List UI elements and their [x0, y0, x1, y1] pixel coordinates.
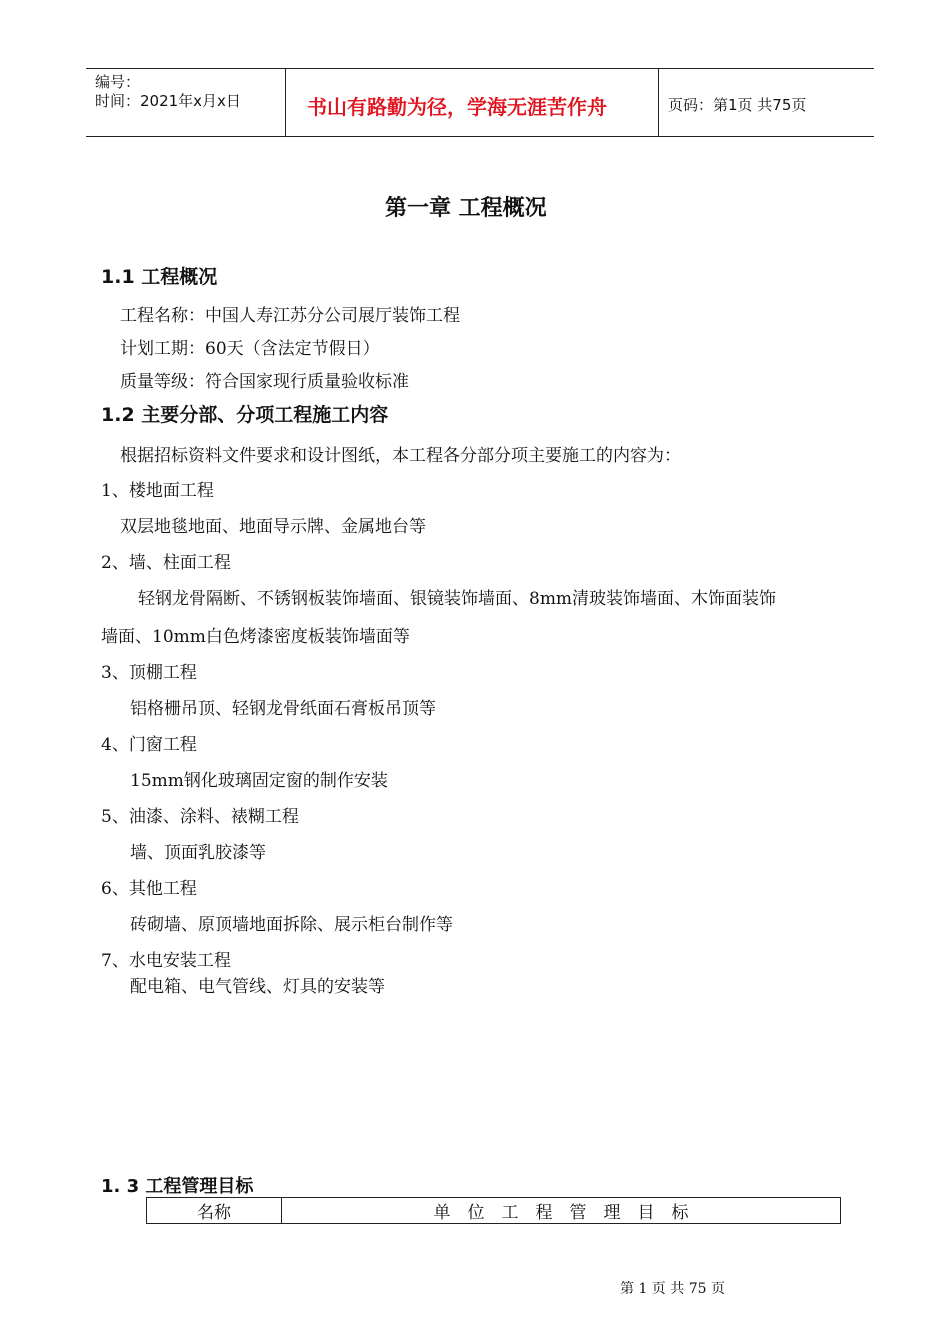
document-number: 编号：	[95, 73, 141, 91]
project-duration: 计划工期：60天（含法定节假日）	[120, 339, 380, 359]
item-heading: 2、墙、柱面工程	[101, 553, 231, 573]
management-goal-table	[146, 1197, 841, 1224]
project-quality: 质量等级：符合国家现行质量验收标准	[120, 372, 409, 392]
header-divider	[658, 69, 659, 136]
item-heading: 3、顶棚工程	[101, 663, 197, 683]
item-heading: 7、水电安装工程	[101, 951, 231, 971]
section-title-1-3: 1. 3 工程管理目标	[101, 1176, 254, 1197]
item-content: 铝格栅吊顶、轻钢龙骨纸面石膏板吊顶等	[130, 699, 436, 719]
section-intro: 根据招标资料文件要求和设计图纸，本工程各分部分项主要施工的内容为：	[120, 446, 681, 466]
section-title-1-2: 1.2 主要分部、分项工程施工内容	[101, 404, 389, 426]
item-heading: 1、楼地面工程	[101, 481, 214, 501]
project-name: 工程名称：中国人寿江苏分公司展厅装饰工程	[120, 306, 460, 326]
header-page-info: 页码：第1页 共75页	[668, 96, 807, 114]
item-heading: 4、门窗工程	[101, 735, 197, 755]
item-content: 配电箱、电气管线、灯具的安装等	[130, 977, 385, 997]
item-content: 15mm钢化玻璃固定窗的制作安装	[130, 771, 388, 791]
header-divider	[285, 69, 286, 136]
header-motto: 书山有路勤为径，学海无涯苦作舟	[307, 95, 607, 119]
item-content: 墙、顶面乳胶漆等	[130, 843, 266, 863]
item-content: 双层地毯地面、地面导示牌、金属地台等	[120, 517, 426, 537]
item-heading: 6、其他工程	[101, 879, 197, 899]
item-content: 轻钢龙骨隔断、不锈钢板装饰墙面、银镜装饰墙面、8mm清玻装饰墙面、木饰面装饰	[138, 589, 777, 609]
item-heading: 5、油漆、涂料、裱糊工程	[101, 807, 299, 827]
page-footer: 第 1 页 共 75 页	[620, 1281, 725, 1297]
item-content-continued: 墙面、10mm白色烤漆密度板装饰墙面等	[101, 627, 410, 647]
section-title-1-1: 1.1 工程概况	[101, 266, 218, 288]
chapter-title: 第一章 工程概况	[385, 196, 547, 221]
document-time: 时间：2021年x月x日	[95, 92, 241, 110]
item-content: 砖砌墙、原顶墙地面拆除、展示柜台制作等	[130, 915, 453, 935]
table-header-name: 名称	[147, 1198, 282, 1224]
table-header-goal: 单 位 工 程 管 理 目 标	[282, 1198, 841, 1224]
table-row	[147, 1198, 841, 1224]
